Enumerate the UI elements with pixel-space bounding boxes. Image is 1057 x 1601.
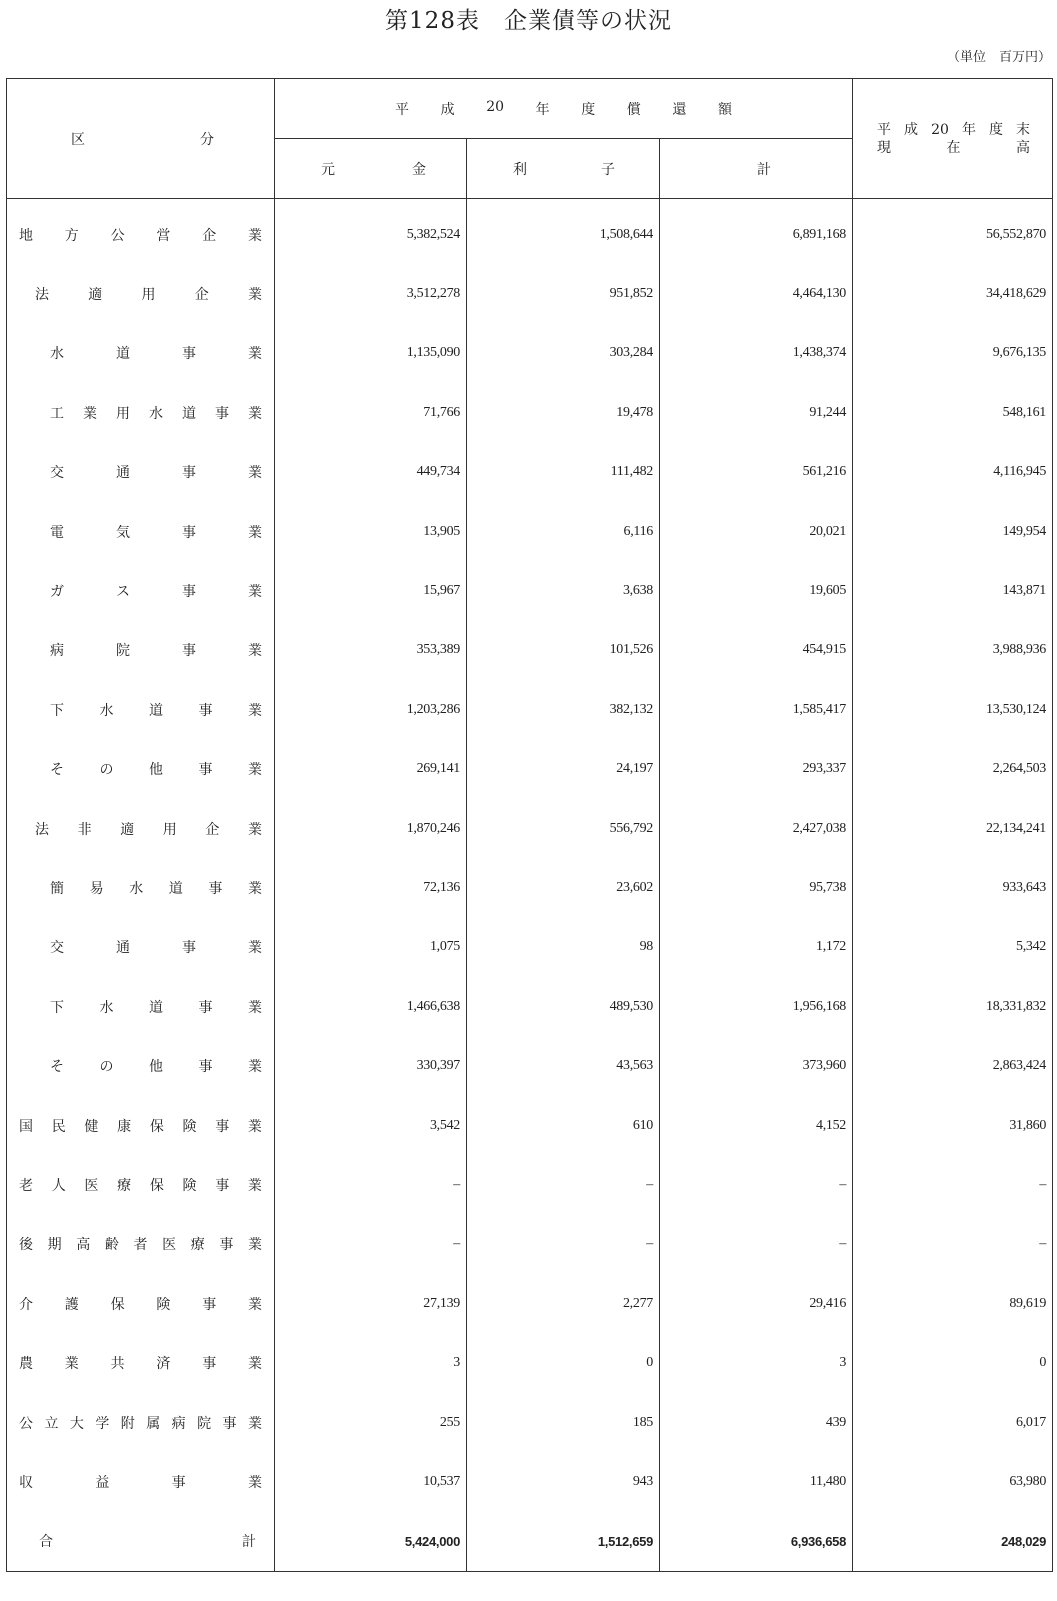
row-label-char: 道 <box>168 880 183 897</box>
row-label-char: 業 <box>247 1356 262 1373</box>
table-row <box>7 1393 1053 1452</box>
row-label-char: 事 <box>215 1118 230 1135</box>
cell-balance: 89,619 <box>853 1274 1053 1333</box>
cell-interest: 610 <box>467 1096 660 1155</box>
row-label-char: 通 <box>116 940 130 957</box>
cell-balance: 5,342 <box>853 918 1053 977</box>
cell-total: 91,244 <box>660 383 853 442</box>
row-label-char: 事 <box>219 1237 234 1254</box>
cell-balance: 63,980 <box>853 1452 1053 1511</box>
row-label <box>7 680 275 739</box>
header-char: 末 <box>1016 121 1030 138</box>
cell-interest: 98 <box>467 918 660 977</box>
header-char: 成 <box>904 121 919 138</box>
cell-total: 2,427,038 <box>660 799 853 858</box>
row-label-char: 法 <box>35 287 49 304</box>
row-label-char: 水 <box>129 880 144 897</box>
row-label-char: 業 <box>248 584 262 601</box>
row-label-char: 工 <box>50 405 64 422</box>
header-char: 高 <box>1016 139 1031 156</box>
cell-balance: 34,418,629 <box>853 264 1053 323</box>
row-label-char: 護 <box>64 1296 79 1313</box>
row-label-char: 事 <box>215 1177 230 1194</box>
cell-interest: 1,512,659 <box>467 1512 660 1572</box>
row-label-char: 簡 <box>50 880 64 897</box>
row-label <box>7 1393 275 1452</box>
cell-principal: 5,382,524 <box>275 199 467 265</box>
cell-total: 6,936,658 <box>660 1512 853 1572</box>
cell-total: 19,605 <box>660 561 853 620</box>
row-label-char: 水 <box>50 346 64 363</box>
row-label-char: 学 <box>95 1415 110 1432</box>
cell-interest: 951,852 <box>467 264 660 323</box>
cell-total: 95,738 <box>660 858 853 917</box>
row-label-char: ガ <box>50 584 64 601</box>
cell-total: 373,960 <box>660 1036 853 1095</box>
row-label-char: 事 <box>202 1296 217 1313</box>
row-label-char: 公 <box>19 1415 33 1432</box>
cell-principal: – <box>275 1215 467 1274</box>
header-char: 償 <box>626 101 641 118</box>
table-row <box>7 199 1053 265</box>
row-label-char: 保 <box>110 1296 125 1313</box>
row-label-char: 気 <box>116 524 130 541</box>
table-row <box>7 1274 1053 1333</box>
header-char: 度 <box>988 121 1003 138</box>
row-label-char: 業 <box>248 287 262 304</box>
row-label-char: 療 <box>190 1237 205 1254</box>
row-label-char: 業 <box>248 702 262 719</box>
table-row <box>7 264 1053 323</box>
row-label-char: 民 <box>51 1118 66 1135</box>
row-label-char: 事 <box>182 346 196 363</box>
cell-principal: 3,542 <box>275 1096 467 1155</box>
row-label-char: 企 <box>205 821 220 838</box>
row-label-char: 病 <box>50 643 64 660</box>
row-label-char: 水 <box>149 405 163 422</box>
header-char: 年 <box>535 101 550 118</box>
table-row <box>7 561 1053 620</box>
unit-label: （単位 百万円） <box>946 50 1051 65</box>
cell-total: 20,021 <box>660 502 853 561</box>
row-label <box>7 977 275 1036</box>
cell-balance: 2,863,424 <box>853 1036 1053 1095</box>
row-label-char: 事 <box>182 940 196 957</box>
row-label <box>7 324 275 383</box>
cell-principal: 255 <box>275 1393 467 1452</box>
row-label-char: 保 <box>149 1118 164 1135</box>
cell-total: 3 <box>660 1333 853 1392</box>
row-label-char: 益 <box>95 1474 110 1491</box>
row-label-char: 附 <box>120 1415 135 1432</box>
row-label-char: 院 <box>116 643 130 660</box>
header-char: 成 <box>440 101 455 118</box>
cell-total: 439 <box>660 1393 853 1452</box>
cell-total: 293,337 <box>660 740 853 799</box>
row-label <box>7 502 275 561</box>
cell-balance: 0 <box>853 1333 1053 1392</box>
row-label-char: 業 <box>248 643 262 660</box>
row-label-char: 険 <box>156 1296 171 1313</box>
row-label-char: 共 <box>110 1356 125 1373</box>
header-principal <box>275 139 467 199</box>
row-label-char: 院 <box>197 1415 212 1432</box>
row-label-char: 用 <box>141 287 156 304</box>
row-label-char: 人 <box>51 1177 66 1194</box>
cell-principal: 5,424,000 <box>275 1512 467 1572</box>
row-label-char: 医 <box>162 1237 177 1254</box>
row-label-char: 事 <box>182 584 196 601</box>
cell-balance: 22,134,241 <box>853 799 1053 858</box>
row-label <box>7 1333 275 1392</box>
table-row <box>7 1096 1053 1155</box>
cell-interest: 2,277 <box>467 1274 660 1333</box>
row-label-char: 険 <box>182 1118 197 1135</box>
cell-principal: 1,135,090 <box>275 324 467 383</box>
cell-principal: 71,766 <box>275 383 467 442</box>
table-title: 第128表 企業債等の状況 <box>385 8 672 34</box>
cell-interest: 101,526 <box>467 621 660 680</box>
header-char: 金 <box>412 161 426 178</box>
header-char: 額 <box>717 101 732 118</box>
cell-principal: 3 <box>275 1333 467 1392</box>
row-label-char: 業 <box>248 346 262 363</box>
row-label <box>7 1452 275 1511</box>
table-row <box>7 621 1053 680</box>
row-label-char: 高 <box>76 1237 91 1254</box>
row-label-char: 康 <box>117 1118 132 1135</box>
cell-total: 29,416 <box>660 1274 853 1333</box>
header-char: 子 <box>601 161 615 178</box>
row-label <box>7 1274 275 1333</box>
row-label-char: 交 <box>50 940 64 957</box>
cell-balance: 2,264,503 <box>853 740 1053 799</box>
row-label-char: 業 <box>248 1237 262 1254</box>
cell-balance: 248,029 <box>853 1512 1053 1572</box>
header-category <box>7 79 275 199</box>
row-label-char: 業 <box>247 227 262 244</box>
row-label-char: 療 <box>117 1177 132 1194</box>
row-label-char: 業 <box>247 1118 262 1135</box>
row-label-char: 期 <box>47 1237 62 1254</box>
row-label-char: 適 <box>88 287 103 304</box>
row-label-char: 事 <box>182 465 196 482</box>
cell-principal: 15,967 <box>275 561 467 620</box>
row-label-char: の <box>99 1059 114 1076</box>
table-row <box>7 443 1053 502</box>
row-label-char: 業 <box>247 1474 262 1491</box>
row-label-char: そ <box>50 762 64 779</box>
row-label-char: 事 <box>171 1474 186 1491</box>
cell-interest: 556,792 <box>467 799 660 858</box>
header-char: 区 <box>71 131 85 148</box>
row-label-char: 道 <box>182 405 196 422</box>
row-label-char: 業 <box>248 465 262 482</box>
cell-principal: 10,537 <box>275 1452 467 1511</box>
header-char: 平 <box>877 121 892 138</box>
row-label-char: 業 <box>248 762 262 779</box>
cell-balance: 548,161 <box>853 383 1053 442</box>
cell-balance: 933,643 <box>853 858 1053 917</box>
table-row <box>7 1333 1053 1392</box>
row-label <box>7 1215 275 1274</box>
row-label-char: 健 <box>84 1118 99 1135</box>
row-label-char: 用 <box>116 405 130 422</box>
cell-principal: 72,136 <box>275 858 467 917</box>
total-row <box>7 1512 1053 1572</box>
row-label-char: 他 <box>149 1059 163 1076</box>
row-label <box>7 1096 275 1155</box>
row-label-char: 業 <box>248 999 262 1016</box>
row-label-char: 農 <box>19 1356 33 1373</box>
cell-total: 6,891,168 <box>660 199 853 265</box>
row-label-char: 済 <box>156 1356 171 1373</box>
cell-balance: 13,530,124 <box>853 680 1053 739</box>
row-label-char: 業 <box>247 880 262 897</box>
cell-principal: 330,397 <box>275 1036 467 1095</box>
row-label <box>7 199 275 265</box>
row-label-char: 業 <box>247 1296 262 1313</box>
row-label-char: 通 <box>116 465 130 482</box>
row-label-char: 事 <box>198 762 213 779</box>
row-label-char: 交 <box>50 465 64 482</box>
row-label-char: 水 <box>99 999 114 1016</box>
row-label-char: 者 <box>133 1237 148 1254</box>
row-label-char: の <box>99 762 114 779</box>
header-char: 元 <box>321 161 335 178</box>
row-label-char: 電 <box>50 524 64 541</box>
bond-status-table <box>6 78 1053 1572</box>
cell-interest: 6,116 <box>467 502 660 561</box>
table-row <box>7 680 1053 739</box>
cell-interest: – <box>467 1215 660 1274</box>
row-label <box>7 740 275 799</box>
cell-balance: 18,331,832 <box>853 977 1053 1036</box>
row-label-char: 事 <box>208 880 223 897</box>
cell-principal: 27,139 <box>275 1274 467 1333</box>
row-label-char: 業 <box>247 821 262 838</box>
row-label-char: 水 <box>99 702 114 719</box>
cell-interest: 943 <box>467 1452 660 1511</box>
table-row <box>7 740 1053 799</box>
row-label-char: 業 <box>64 1356 79 1373</box>
cell-total: 1,438,374 <box>660 324 853 383</box>
row-label-char: 齢 <box>104 1237 119 1254</box>
cell-balance: 143,871 <box>853 561 1053 620</box>
row-label-char: 合 <box>39 1534 53 1551</box>
row-label-char: 下 <box>50 999 64 1016</box>
row-label-char: 道 <box>149 999 163 1016</box>
cell-balance: – <box>853 1155 1053 1214</box>
row-label-char: 後 <box>19 1237 33 1254</box>
row-label-char: 道 <box>116 346 130 363</box>
row-label-char: 業 <box>248 940 262 957</box>
table-row <box>7 799 1053 858</box>
row-label-char: 下 <box>50 702 64 719</box>
row-label-char: 易 <box>89 880 104 897</box>
row-label-char: 介 <box>19 1296 33 1313</box>
cell-balance: – <box>853 1215 1053 1274</box>
row-label-char: 属 <box>146 1415 161 1432</box>
row-label-char: 事 <box>202 1356 217 1373</box>
header-char: 度 <box>581 101 596 118</box>
cell-total: 4,464,130 <box>660 264 853 323</box>
cell-balance: 3,988,936 <box>853 621 1053 680</box>
table-row <box>7 858 1053 917</box>
cell-interest: 19,478 <box>467 383 660 442</box>
cell-principal: 13,905 <box>275 502 467 561</box>
header-char: 平 <box>395 101 409 118</box>
cell-interest: 1,508,644 <box>467 199 660 265</box>
table-row <box>7 918 1053 977</box>
row-label-char: そ <box>50 1059 64 1076</box>
row-label-char: 業 <box>247 1415 262 1432</box>
table-row <box>7 502 1053 561</box>
row-label-char: 医 <box>84 1177 99 1194</box>
row-label-char: 事 <box>198 702 213 719</box>
row-label <box>7 918 275 977</box>
row-label <box>7 1036 275 1095</box>
header-char: 利 <box>513 161 527 178</box>
row-label-char: 業 <box>248 1059 262 1076</box>
row-label <box>7 264 275 323</box>
row-label-char: 事 <box>215 405 229 422</box>
header-char: 20 <box>931 121 949 138</box>
header-char: 年 <box>961 121 976 138</box>
row-label-char: 方 <box>64 227 79 244</box>
row-label-char: 事 <box>182 524 196 541</box>
row-label-char: 業 <box>247 1177 262 1194</box>
cell-balance: 56,552,870 <box>853 199 1053 265</box>
header-balance-end-fy20 <box>853 79 1053 199</box>
row-label <box>7 1512 275 1572</box>
cell-total: 454,915 <box>660 621 853 680</box>
row-label-char: 事 <box>198 999 213 1016</box>
cell-total: 1,172 <box>660 918 853 977</box>
row-label-char: 道 <box>149 702 163 719</box>
header-total <box>660 139 853 199</box>
cell-interest: 303,284 <box>467 324 660 383</box>
row-label-char: 大 <box>69 1415 84 1432</box>
cell-total: 1,956,168 <box>660 977 853 1036</box>
cell-principal: – <box>275 1155 467 1214</box>
row-label-char: 他 <box>149 762 163 779</box>
row-label-char: 事 <box>182 643 196 660</box>
cell-interest: 489,530 <box>467 977 660 1036</box>
row-label-char: 事 <box>222 1415 237 1432</box>
header-char: 計 <box>757 161 771 178</box>
row-label-char: 非 <box>77 821 92 838</box>
cell-total: – <box>660 1155 853 1214</box>
cell-balance: 149,954 <box>853 502 1053 561</box>
row-label-char: 業 <box>83 405 97 422</box>
header-char: 分 <box>200 131 214 148</box>
cell-total: 11,480 <box>660 1452 853 1511</box>
cell-total: 561,216 <box>660 443 853 502</box>
row-label-char: 病 <box>171 1415 186 1432</box>
cell-principal: 449,734 <box>275 443 467 502</box>
row-label-char: ス <box>116 584 130 601</box>
row-label-char: 立 <box>44 1415 59 1432</box>
cell-balance: 31,860 <box>853 1096 1053 1155</box>
row-label-char: 保 <box>149 1177 164 1194</box>
cell-principal: 269,141 <box>275 740 467 799</box>
cell-interest: 3,638 <box>467 561 660 620</box>
header-interest <box>467 139 660 199</box>
row-label-char: 営 <box>156 227 171 244</box>
cell-total: – <box>660 1215 853 1274</box>
cell-interest: 43,563 <box>467 1036 660 1095</box>
cell-principal: 353,389 <box>275 621 467 680</box>
row-label-char: 収 <box>19 1474 33 1491</box>
row-label-char: 国 <box>19 1118 33 1135</box>
table-row <box>7 324 1053 383</box>
table-row <box>7 383 1053 442</box>
row-label <box>7 1155 275 1214</box>
row-label-char: 地 <box>19 227 33 244</box>
cell-interest: 185 <box>467 1393 660 1452</box>
cell-balance: 9,676,135 <box>853 324 1053 383</box>
cell-total: 4,152 <box>660 1096 853 1155</box>
row-label <box>7 443 275 502</box>
row-label <box>7 561 275 620</box>
cell-balance: 6,017 <box>853 1393 1053 1452</box>
row-label-char: 適 <box>120 821 135 838</box>
row-label-char: 事 <box>198 1059 213 1076</box>
cell-principal: 1,203,286 <box>275 680 467 739</box>
row-label-char: 企 <box>202 227 217 244</box>
row-label-char: 企 <box>194 287 209 304</box>
cell-interest: 24,197 <box>467 740 660 799</box>
row-label-char: 業 <box>248 524 262 541</box>
row-label <box>7 383 275 442</box>
row-label <box>7 621 275 680</box>
cell-total: 1,585,417 <box>660 680 853 739</box>
cell-interest: 0 <box>467 1333 660 1392</box>
row-label-char: 用 <box>162 821 177 838</box>
cell-interest: 382,132 <box>467 680 660 739</box>
table-row <box>7 1155 1053 1214</box>
row-label-char: 公 <box>110 227 125 244</box>
table-row <box>7 977 1053 1036</box>
header-char: 還 <box>672 101 687 118</box>
table-row <box>7 1215 1053 1274</box>
table-row <box>7 1036 1053 1095</box>
cell-principal: 1,466,638 <box>275 977 467 1036</box>
cell-principal: 3,512,278 <box>275 264 467 323</box>
cell-balance: 4,116,945 <box>853 443 1053 502</box>
header-repayment-fy20 <box>275 79 853 139</box>
header-char: 現 <box>877 139 892 156</box>
cell-principal: 1,870,246 <box>275 799 467 858</box>
cell-interest: 23,602 <box>467 858 660 917</box>
row-label-char: 業 <box>248 405 262 422</box>
header-char: 在 <box>946 139 961 156</box>
row-label <box>7 799 275 858</box>
cell-interest: – <box>467 1155 660 1214</box>
row-label-char: 法 <box>35 821 49 838</box>
table-row <box>7 1452 1053 1511</box>
cell-principal: 1,075 <box>275 918 467 977</box>
row-label-char: 老 <box>19 1177 33 1194</box>
row-label-char: 険 <box>182 1177 197 1194</box>
header-char: 20 <box>486 98 505 115</box>
row-label-char: 計 <box>242 1534 256 1551</box>
cell-interest: 111,482 <box>467 443 660 502</box>
row-label <box>7 858 275 917</box>
